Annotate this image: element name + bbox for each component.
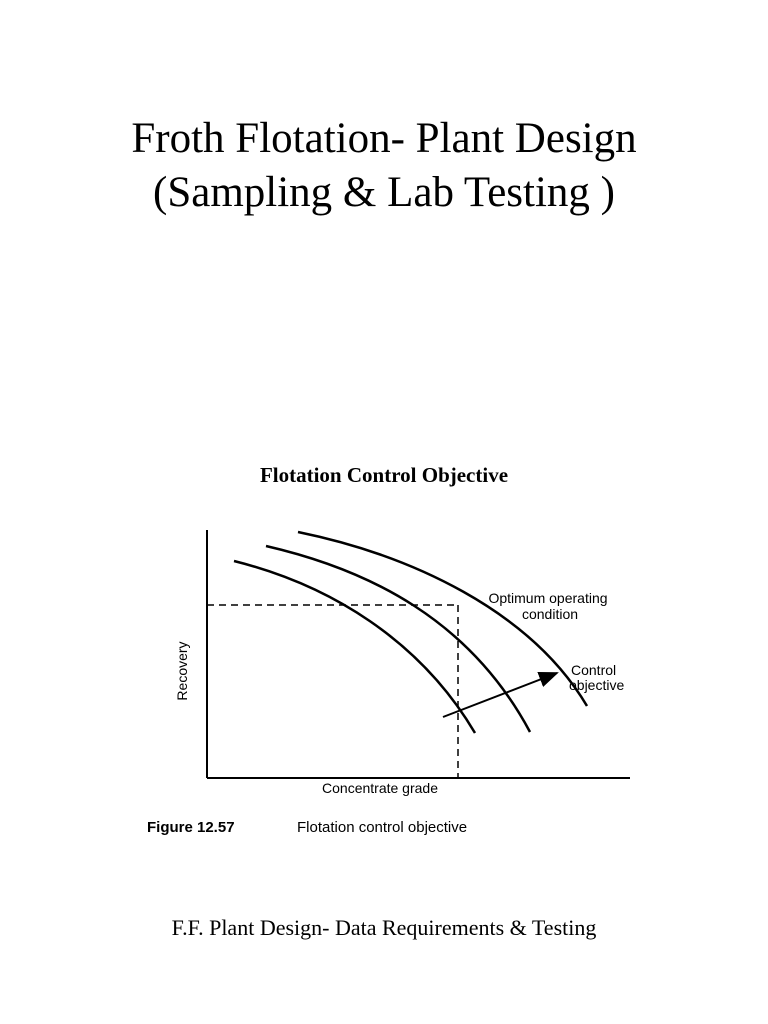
slide-footer: F.F. Plant Design- Data Requirements & Testing <box>171 915 597 940</box>
control-objective-label-line-2: objective <box>569 677 625 693</box>
optimum-condition-label-line-2: condition <box>521 606 579 622</box>
control-objective-arrow <box>443 673 557 717</box>
figure-caption-text: Flotation control objective <box>297 819 468 836</box>
grade-recovery-curve-2 <box>266 546 530 732</box>
x-axis-label: Concentrate grade <box>322 780 438 796</box>
grade-recovery-curve-1 <box>234 561 475 733</box>
y-axis-label: Recovery <box>174 641 190 701</box>
slide-title-line-1: Froth Flotation- Plant Design <box>131 115 637 162</box>
figure-caption-number: Figure 12.57 <box>147 819 235 836</box>
figure-heading: Flotation Control Objective <box>259 463 509 487</box>
optimum-condition-label-line-1: Optimum operating <box>488 590 608 606</box>
slide-title-line-2: (Sampling & Lab Testing ) <box>153 169 615 216</box>
control-objective-label-line-1: Control <box>571 662 617 678</box>
